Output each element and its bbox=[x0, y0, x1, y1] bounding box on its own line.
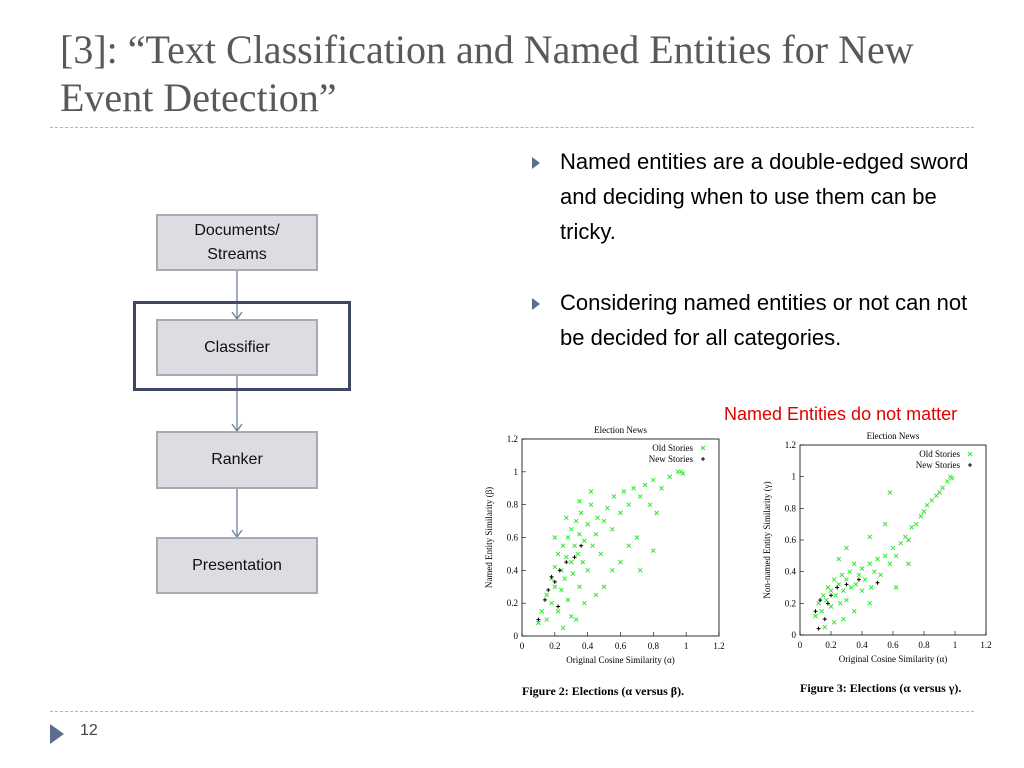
data-point bbox=[860, 567, 864, 571]
data-point bbox=[563, 577, 567, 581]
x-tick-label: 1.2 bbox=[713, 641, 725, 651]
data-point bbox=[610, 527, 614, 531]
y-tick-label: 1.2 bbox=[784, 440, 796, 450]
data-point bbox=[556, 552, 560, 556]
figure-2-caption: Figure 2: Elections (α versus β). bbox=[522, 684, 685, 698]
data-point bbox=[546, 588, 550, 592]
data-point bbox=[907, 562, 911, 566]
data-point bbox=[574, 618, 578, 622]
data-point bbox=[876, 581, 880, 585]
data-point bbox=[868, 535, 872, 539]
data-point bbox=[950, 476, 954, 480]
data-point bbox=[579, 544, 583, 548]
scatter-figure-2 bbox=[472, 414, 732, 674]
y-tick-label: 0 bbox=[791, 630, 796, 640]
data-point bbox=[863, 578, 867, 582]
y-tick-label: 0.4 bbox=[506, 565, 518, 576]
data-point bbox=[829, 605, 833, 609]
data-point bbox=[556, 604, 560, 608]
data-point bbox=[655, 511, 659, 515]
data-point bbox=[899, 541, 903, 545]
data-point bbox=[835, 586, 839, 590]
x-tick-label: 0.8 bbox=[647, 641, 659, 651]
data-point bbox=[925, 503, 929, 507]
data-point bbox=[564, 560, 568, 564]
data-point bbox=[553, 565, 557, 569]
data-point bbox=[845, 582, 849, 586]
flow-box-documents-streams: Documents/ Streams bbox=[156, 214, 318, 271]
data-point bbox=[869, 586, 873, 590]
data-point bbox=[857, 573, 861, 577]
data-point bbox=[651, 478, 655, 482]
data-point bbox=[832, 578, 836, 582]
y-tick-label: 1 bbox=[791, 471, 796, 482]
scatter-chart-elections-beta bbox=[472, 414, 732, 674]
legend-label: New Stories bbox=[648, 454, 693, 464]
triangle-bullet-icon bbox=[532, 157, 540, 169]
data-point bbox=[891, 546, 895, 550]
data-point bbox=[610, 568, 614, 572]
x-tick-label: 0.2 bbox=[549, 641, 561, 651]
x-tick-label: 1.2 bbox=[980, 640, 992, 650]
flow-box-presentation: Presentation bbox=[156, 537, 318, 594]
data-point bbox=[941, 486, 945, 490]
data-point bbox=[632, 486, 636, 490]
x-tick-label: 0 bbox=[519, 641, 525, 651]
data-point bbox=[818, 598, 822, 602]
chart-title: Election News bbox=[866, 431, 920, 441]
plot-frame bbox=[522, 439, 719, 636]
scatter-figure-3 bbox=[752, 420, 997, 670]
y-tick-label: 0.8 bbox=[506, 499, 518, 510]
data-point bbox=[849, 586, 853, 590]
data-point bbox=[586, 568, 590, 572]
data-point bbox=[602, 585, 606, 589]
series-old-stories bbox=[814, 475, 954, 629]
footer-divider bbox=[50, 711, 974, 712]
data-point bbox=[556, 609, 560, 613]
legend-marker bbox=[968, 452, 972, 456]
data-point bbox=[569, 527, 573, 531]
legend-marker bbox=[701, 457, 705, 461]
bullet-item bbox=[532, 285, 972, 355]
legend-label: Old Stories bbox=[652, 443, 693, 453]
data-point bbox=[638, 494, 642, 498]
y-tick-label: 0.2 bbox=[784, 598, 796, 609]
data-point bbox=[651, 549, 655, 553]
data-point bbox=[845, 546, 849, 550]
data-point bbox=[860, 589, 864, 593]
data-point bbox=[823, 625, 827, 629]
data-point bbox=[566, 598, 570, 602]
data-point bbox=[564, 516, 568, 520]
data-point bbox=[545, 618, 549, 622]
data-point bbox=[876, 557, 880, 561]
data-point bbox=[837, 557, 841, 561]
data-point bbox=[834, 593, 838, 597]
legend-label: New Stories bbox=[915, 460, 960, 470]
legend-marker bbox=[701, 446, 705, 450]
data-point bbox=[596, 516, 600, 520]
data-point bbox=[635, 536, 639, 540]
plot-frame bbox=[800, 445, 986, 635]
data-point bbox=[648, 503, 652, 507]
data-point bbox=[832, 620, 836, 624]
y-tick-label: 0.6 bbox=[784, 535, 796, 545]
data-point bbox=[545, 593, 549, 597]
data-point bbox=[668, 475, 672, 479]
data-point bbox=[571, 572, 575, 576]
data-point bbox=[577, 585, 581, 589]
data-point bbox=[922, 510, 926, 514]
data-point bbox=[841, 589, 845, 593]
y-tick-label: 0.2 bbox=[506, 598, 518, 609]
data-point bbox=[559, 588, 563, 592]
x-tick-label: 0.4 bbox=[582, 641, 594, 651]
x-tick-label: 0.8 bbox=[918, 640, 930, 650]
data-point bbox=[930, 498, 934, 502]
y-tick-label: 1.2 bbox=[506, 434, 518, 444]
data-point bbox=[894, 554, 898, 558]
data-point bbox=[883, 554, 887, 558]
bullet-item bbox=[532, 144, 972, 249]
data-point bbox=[879, 573, 883, 577]
data-point bbox=[829, 593, 833, 597]
data-point bbox=[550, 601, 554, 605]
data-point bbox=[586, 522, 590, 526]
data-point bbox=[553, 536, 557, 540]
data-point bbox=[569, 560, 573, 564]
data-point bbox=[561, 544, 565, 548]
flow-box-classifier: Classifier bbox=[156, 319, 318, 376]
bullet-list bbox=[532, 144, 972, 355]
x-tick-label: 1 bbox=[683, 641, 689, 651]
data-point bbox=[845, 598, 849, 602]
y-tick-label: 1 bbox=[513, 466, 518, 477]
data-point bbox=[643, 483, 647, 487]
data-point bbox=[681, 471, 685, 475]
data-point bbox=[829, 589, 833, 593]
x-tick-label: 0.4 bbox=[856, 640, 868, 650]
data-point bbox=[838, 601, 842, 605]
data-point bbox=[919, 514, 923, 518]
data-point bbox=[914, 522, 918, 526]
data-point bbox=[605, 506, 609, 510]
data-point bbox=[945, 479, 949, 483]
data-point bbox=[576, 552, 580, 556]
data-point bbox=[594, 593, 598, 597]
bullet-text: Named entities are a double-edged sword and deciding when to use them can be tricky. bbox=[560, 149, 969, 244]
data-point bbox=[814, 609, 818, 613]
data-point bbox=[577, 532, 581, 536]
data-point bbox=[852, 609, 856, 613]
flow-box-ranker: Ranker bbox=[156, 431, 318, 489]
figure-3-caption: Figure 3: Elections (α versus γ). bbox=[800, 681, 962, 695]
data-point bbox=[883, 522, 887, 526]
data-point bbox=[868, 562, 872, 566]
data-point bbox=[553, 585, 557, 589]
scatter-chart-elections-gamma bbox=[752, 420, 997, 670]
data-point bbox=[582, 601, 586, 605]
data-point bbox=[660, 486, 664, 490]
y-tick-label: 0 bbox=[513, 631, 518, 641]
triangle-bullet-icon bbox=[532, 298, 540, 310]
x-tick-label: 0.6 bbox=[887, 640, 899, 650]
data-point bbox=[627, 503, 631, 507]
data-point bbox=[573, 544, 577, 548]
data-point bbox=[594, 532, 598, 536]
data-point bbox=[599, 552, 603, 556]
x-tick-label: 0 bbox=[797, 640, 803, 650]
data-point bbox=[543, 598, 547, 602]
page-number: 12 bbox=[80, 722, 98, 739]
data-point bbox=[907, 538, 911, 542]
y-tick-label: 0.6 bbox=[506, 532, 518, 543]
data-point bbox=[589, 490, 593, 494]
data-point bbox=[888, 562, 892, 566]
slide-nav-arrow-icon bbox=[50, 724, 64, 744]
data-point bbox=[888, 491, 892, 495]
data-point bbox=[938, 491, 942, 495]
x-tick-label: 0.2 bbox=[825, 640, 837, 650]
legend-label: Old Stories bbox=[919, 449, 960, 459]
data-point bbox=[591, 544, 595, 548]
series-old-stories bbox=[536, 470, 684, 630]
x-axis-label: Original Cosine Similarity (α) bbox=[838, 654, 948, 664]
data-point bbox=[854, 582, 858, 586]
data-point bbox=[602, 519, 606, 523]
x-tick-label: 1 bbox=[952, 640, 958, 650]
data-point bbox=[540, 609, 544, 613]
chart-title: Election News bbox=[594, 425, 647, 435]
x-axis-label: Original Cosine Similarity (α) bbox=[566, 655, 675, 665]
data-point bbox=[848, 570, 852, 574]
data-point bbox=[852, 562, 856, 566]
data-point bbox=[627, 544, 631, 548]
data-point bbox=[566, 536, 570, 540]
data-point bbox=[872, 570, 876, 574]
data-point bbox=[564, 555, 568, 559]
y-axis-label: Named Entity Similarity (β) bbox=[484, 486, 494, 589]
data-point bbox=[814, 614, 818, 618]
data-point bbox=[569, 614, 573, 618]
y-axis-label: Non-named Entity Similarity (γ) bbox=[762, 481, 772, 599]
y-tick-label: 0.8 bbox=[784, 503, 796, 514]
data-point bbox=[579, 511, 583, 515]
x-tick-label: 0.6 bbox=[614, 641, 627, 651]
data-point bbox=[868, 601, 872, 605]
callout-text: Named Entities do not matter bbox=[724, 404, 958, 424]
data-point bbox=[910, 525, 914, 529]
bullet-text: Considering named entities or not can not be decided for all categories. bbox=[560, 290, 968, 350]
data-point bbox=[589, 503, 593, 507]
data-point bbox=[612, 494, 616, 498]
data-point bbox=[622, 490, 626, 494]
data-point bbox=[821, 593, 825, 597]
data-point bbox=[823, 617, 827, 621]
data-point bbox=[820, 609, 824, 613]
data-point bbox=[638, 568, 642, 572]
data-point bbox=[619, 560, 623, 564]
data-point bbox=[619, 511, 623, 515]
data-point bbox=[577, 499, 581, 503]
data-point bbox=[558, 568, 562, 572]
legend-marker bbox=[968, 463, 972, 467]
data-point bbox=[845, 578, 849, 582]
y-tick-label: 0.4 bbox=[784, 566, 796, 577]
data-point bbox=[574, 519, 578, 523]
data-point bbox=[894, 586, 898, 590]
data-point bbox=[550, 575, 554, 579]
data-point bbox=[581, 560, 585, 564]
data-point bbox=[841, 617, 845, 621]
data-point bbox=[817, 627, 821, 631]
data-point bbox=[857, 578, 861, 582]
data-point bbox=[561, 626, 565, 630]
data-point bbox=[582, 539, 586, 543]
data-point bbox=[840, 573, 844, 577]
slide-title: [3]: “Text Classification and Named Entities for New Event Detection” bbox=[60, 27, 914, 120]
